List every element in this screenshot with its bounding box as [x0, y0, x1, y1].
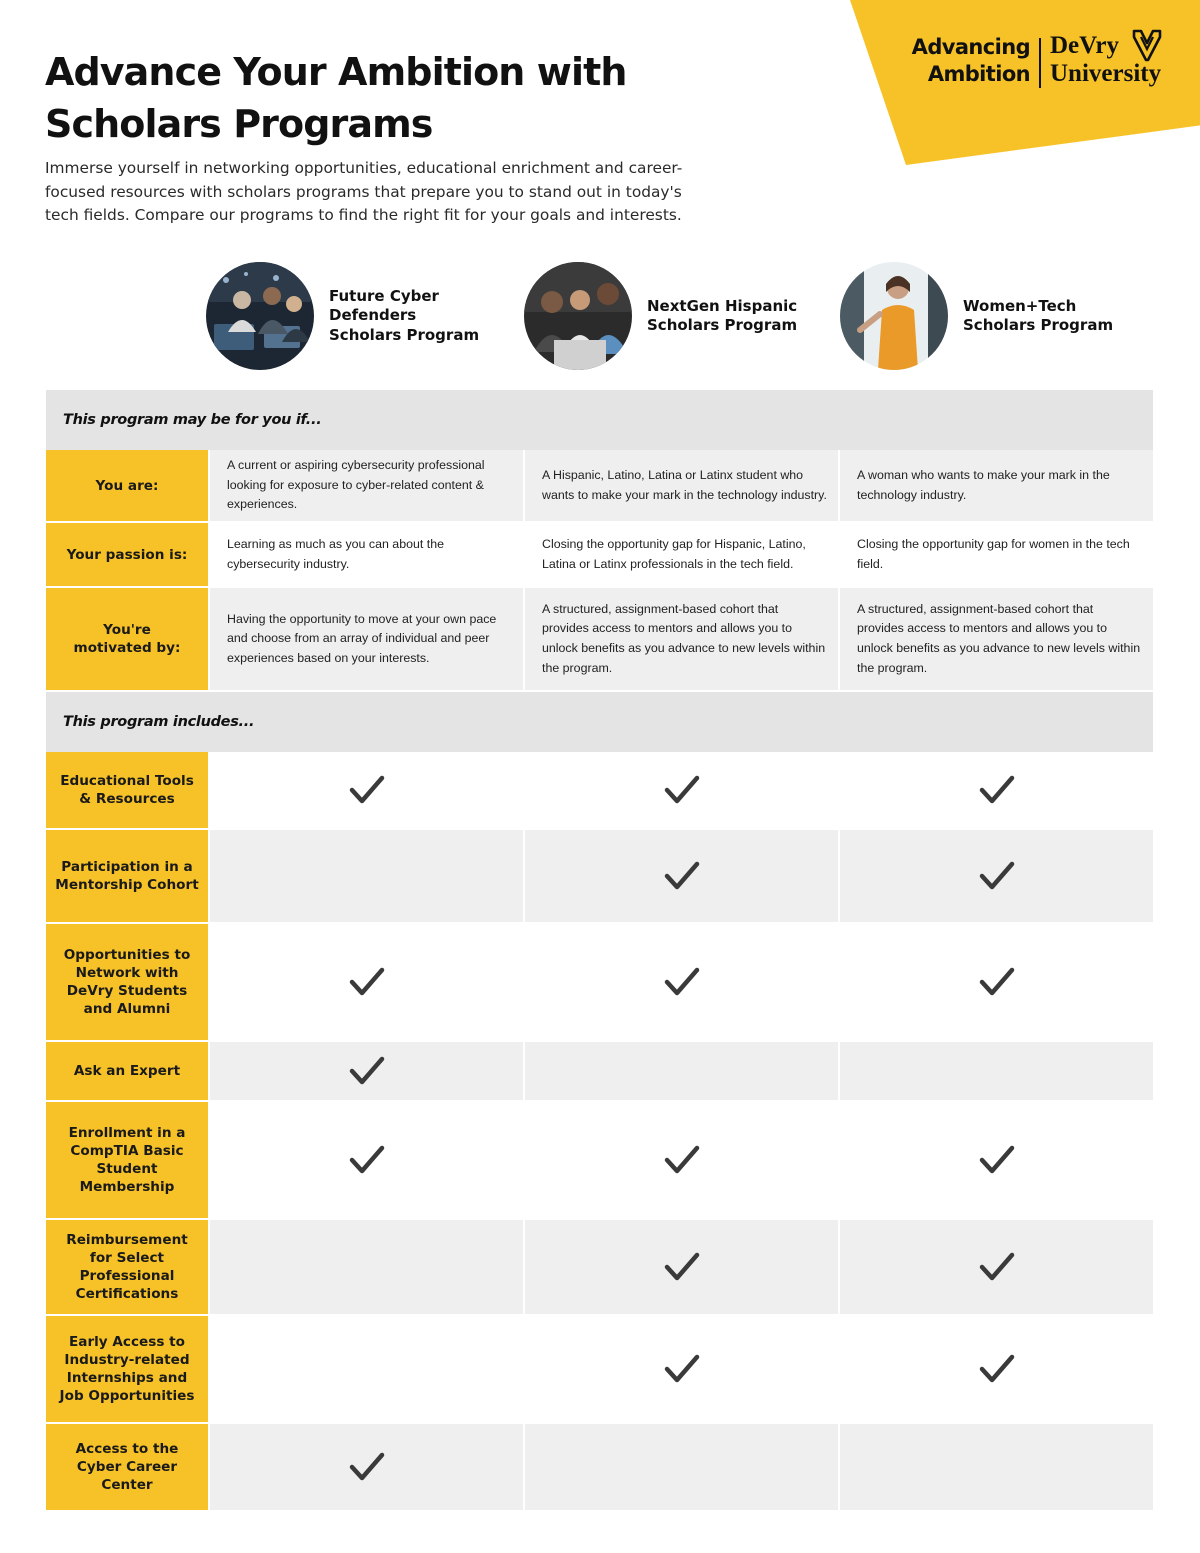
row-label: Access to the Cyber Career Center: [46, 1424, 208, 1512]
check-cell: [208, 1220, 523, 1316]
table-cell: A Hispanic, Latino, Latina or Latinx student who wants to make your mark in the technology industry.: [523, 450, 838, 523]
table-row: [46, 1316, 1153, 1424]
table-cell: A current or aspiring cybersecurity professional looking for exposure to cyber-related content & experiences.: [208, 450, 523, 523]
row-label: Your passion is:: [46, 523, 208, 588]
check-cell: [838, 1316, 1153, 1424]
checkmark-icon: [978, 1353, 1016, 1385]
check-cell: [838, 1424, 1153, 1512]
checkmark-icon: [663, 1144, 701, 1176]
nextgen-hispanic-photo: [524, 262, 632, 370]
women-tech-photo: [840, 262, 948, 370]
intro-paragraph: Immerse yourself in networking opportunities, educational enrichment and career- focused resources with scholars programs that prepare you to stand out in today's tech fields. Compare our programs to find the right fit for your goals and interests.: [45, 159, 683, 224]
checkmark-icon: [663, 774, 701, 806]
check-cell: [523, 1316, 838, 1424]
checkmark-icon: [663, 860, 701, 892]
check-cell: [208, 1316, 523, 1424]
check-cell: [523, 830, 838, 924]
check-cell: [523, 1220, 838, 1316]
check-cell: [523, 752, 838, 830]
shield-crest-icon: [1131, 28, 1163, 62]
row-label: Ask an Expert: [46, 1042, 208, 1102]
devry-logo: [910, 28, 1170, 98]
check-cell: [523, 1102, 838, 1220]
table-cell: Closing the opportunity gap for Hispanic, Latino, Latina or Latinx professionals in the tech field.: [523, 523, 838, 588]
checkmark-icon: [978, 860, 1016, 892]
section-header-fit: This program may be for you if...: [46, 390, 1153, 450]
checkmark-icon: [348, 774, 386, 806]
table-row: [46, 1220, 1153, 1316]
table-cell: A structured, assignment-based cohort that provides access to mentors and allows you to unlock benefits as you advance to new levels within the program.: [523, 588, 838, 692]
logo-wordmark: DeVry University: [1050, 32, 1162, 87]
page-title: Advance Your Ambition with Scholars Programs: [45, 50, 627, 146]
table-row: [46, 1042, 1153, 1102]
check-cell: [838, 1102, 1153, 1220]
check-cell: [838, 1042, 1153, 1102]
row-label: Reimbursement for Select Professional Certifications: [46, 1220, 208, 1316]
check-cell: [838, 830, 1153, 924]
row-label: You are:: [46, 450, 208, 523]
table-cell: Learning as much as you can about the cybersecurity industry.: [208, 523, 523, 588]
row-label: You're motivated by:: [46, 588, 208, 692]
checkmark-icon: [978, 966, 1016, 998]
table-row: [46, 752, 1153, 830]
check-cell: [208, 830, 523, 924]
check-cell: [208, 1424, 523, 1512]
checkmark-icon: [978, 1251, 1016, 1283]
checkmark-icon: [978, 1144, 1016, 1176]
check-cell: [208, 1042, 523, 1102]
table-cell: Closing the opportunity gap for women in the tech field.: [838, 523, 1153, 588]
row-label: Educational Tools & Resources: [46, 752, 208, 830]
check-cell: [208, 924, 523, 1042]
program-name-women: Women+Tech Scholars Program: [963, 296, 1114, 334]
check-cell: [208, 752, 523, 830]
table-row: [46, 1102, 1153, 1220]
table-cell: A woman who wants to make your mark in the technology industry.: [838, 450, 1153, 523]
table-row: [46, 1424, 1153, 1512]
table-row: [46, 830, 1153, 924]
checkmark-icon: [348, 1055, 386, 1087]
check-cell: [838, 1220, 1153, 1316]
row-label: Opportunities to Network with DeVry Students and Alumni: [46, 924, 208, 1042]
program-name-hispanic: NextGen Hispanic Scholars Program: [647, 296, 798, 334]
row-label: Early Access to Industry-related Internships and Job Opportunities: [46, 1316, 208, 1424]
checkmark-icon: [978, 774, 1016, 806]
checkmark-icon: [663, 1251, 701, 1283]
comparison-table: [46, 390, 1153, 1512]
table-row: [46, 450, 1153, 523]
table-cell: Having the opportunity to move at your own pace and choose from an array of individual and peer experiences based on your interests.: [208, 588, 523, 692]
section-header-includes: This program includes...: [46, 692, 1153, 752]
table-row: [46, 588, 1153, 692]
table-row: [46, 523, 1153, 588]
check-cell: [838, 924, 1153, 1042]
checkmark-icon: [348, 966, 386, 998]
row-label: Participation in a Mentorship Cohort: [46, 830, 208, 924]
check-cell: [208, 1102, 523, 1220]
logo-tagline: Advancing Ambition: [911, 35, 1030, 86]
table-row: [46, 924, 1153, 1042]
cyber-defenders-photo: [206, 262, 314, 370]
checkmark-icon: [348, 1451, 386, 1483]
check-cell: [523, 1424, 838, 1512]
checkmark-icon: [663, 966, 701, 998]
check-cell: [523, 924, 838, 1042]
checkmark-icon: [348, 1144, 386, 1176]
table-cell: A structured, assignment-based cohort that provides access to mentors and allows you to unlock benefits as you advance to new levels within the program.: [838, 588, 1153, 692]
row-label: Enrollment in a CompTIA Basic Student Membership: [46, 1102, 208, 1220]
logo-divider: [1039, 38, 1041, 88]
check-cell: [838, 752, 1153, 830]
checkmark-icon: [663, 1353, 701, 1385]
program-name-cyber: Future Cyber Defenders Scholars Program: [329, 286, 480, 344]
check-cell: [523, 1042, 838, 1102]
